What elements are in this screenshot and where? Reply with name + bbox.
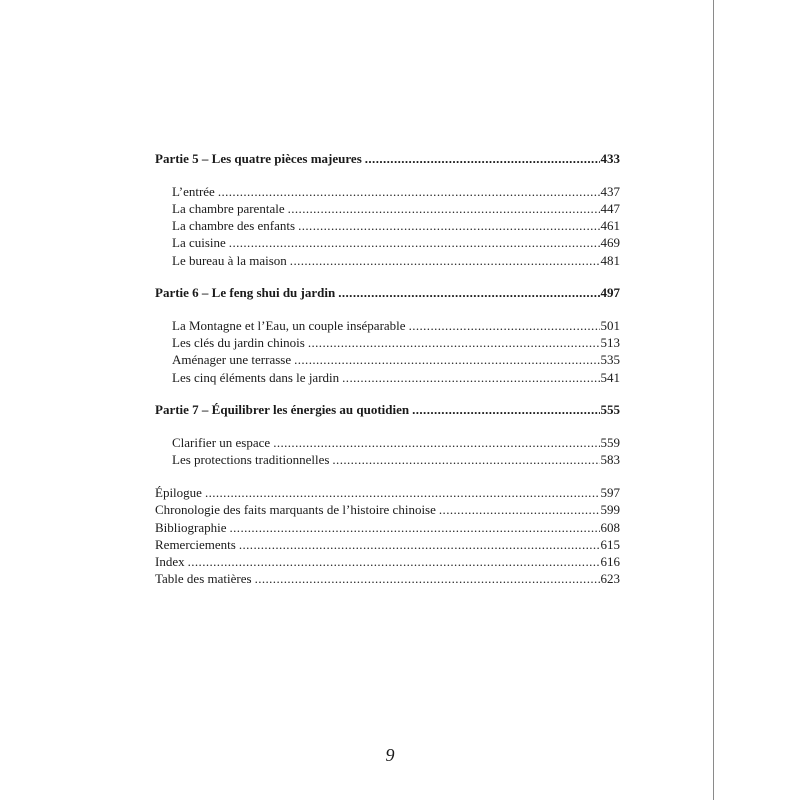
dot-leader [308, 334, 600, 351]
entry-page: 501 [600, 318, 620, 334]
toc-entry [155, 484, 620, 501]
entry-title: Les cinq éléments dans le jardin [172, 369, 340, 385]
dot-leader [290, 252, 600, 269]
entry-page: 437 [600, 183, 620, 199]
dot-leader [205, 484, 600, 501]
toc-entry [155, 183, 620, 200]
part-page: 497 [600, 285, 620, 301]
part-page: 555 [600, 402, 620, 418]
dot-leader [218, 183, 600, 200]
entry-title: Bibliographie [155, 519, 227, 535]
page-edge-line [713, 0, 714, 800]
dot-leader [365, 150, 600, 167]
toc-entry [155, 252, 620, 269]
entry-title: Index [155, 553, 185, 569]
entry-title: Table des matières [155, 571, 252, 587]
entry-title: La cuisine [172, 235, 226, 251]
dot-leader [273, 434, 599, 451]
entry-page: 469 [600, 235, 620, 251]
toc-entry [155, 234, 620, 251]
page-number: 9 [385, 745, 395, 765]
toc-part-6 [155, 284, 620, 301]
entry-title: La chambre parentale [172, 200, 285, 216]
entry-title: Les clés du jardin chinois [172, 335, 305, 351]
entry-page: 597 [600, 485, 620, 501]
entry-page: 461 [600, 218, 620, 234]
dot-leader [332, 451, 599, 468]
entry-page: 608 [600, 519, 620, 535]
toc-entry [155, 351, 620, 368]
part-page: 433 [600, 151, 620, 166]
toc-back-matter [155, 484, 620, 587]
dot-leader [294, 351, 599, 368]
toc-entry [155, 434, 620, 451]
entry-title: Clarifier un espace [172, 435, 271, 451]
dot-leader [229, 234, 600, 251]
toc-entry [155, 553, 620, 570]
toc-entry [155, 451, 620, 468]
toc-entry [155, 501, 620, 518]
toc-entry [155, 334, 620, 351]
entry-page: 447 [600, 200, 620, 216]
entry-title: Le bureau à la maison [172, 252, 287, 268]
entry-page: 599 [600, 502, 620, 518]
entry-page: 623 [600, 571, 620, 587]
toc-part-7 [155, 401, 620, 418]
entry-title: L’entrée [172, 183, 215, 199]
dot-leader [409, 317, 600, 334]
toc-entry [155, 200, 620, 217]
entry-page: 559 [600, 435, 620, 451]
dot-leader [188, 553, 600, 570]
toc-entry [155, 519, 620, 536]
entry-page: 481 [600, 252, 620, 268]
entry-page: 615 [600, 536, 620, 552]
entry-page: 535 [600, 352, 620, 368]
entry-title: Chronologie des faits marquants de l’histoire chinoise [155, 502, 436, 518]
dot-leader [288, 200, 600, 217]
toc-entry [155, 369, 620, 386]
entry-page: 583 [600, 452, 620, 468]
toc-part-5 [155, 150, 620, 167]
toc-entry [155, 317, 620, 334]
dot-leader [338, 284, 599, 301]
dot-leader [342, 369, 599, 386]
dot-leader [255, 570, 600, 587]
entry-title: La Montagne et l’Eau, un couple inséparable [172, 318, 406, 334]
entry-title: Remerciements [155, 536, 236, 552]
dot-leader [412, 401, 599, 418]
dot-leader [298, 217, 599, 234]
entry-page: 616 [600, 553, 620, 569]
entry-page: 513 [600, 335, 620, 351]
dot-leader [439, 501, 600, 518]
toc-entry [155, 570, 620, 587]
toc-part-7-chapters [155, 434, 620, 468]
entry-title: La chambre des enfants [172, 218, 296, 234]
toc-part-5-chapters [155, 183, 620, 269]
toc-entry [155, 217, 620, 234]
toc-part-6-chapters [155, 317, 620, 386]
dot-leader [239, 536, 600, 553]
part-title: Partie 6 – Le feng shui du jardin [155, 285, 336, 301]
table-of-contents [155, 150, 620, 587]
dot-leader [230, 519, 600, 536]
entry-title: Aménager une terrasse [172, 352, 292, 368]
toc-entry [155, 536, 620, 553]
entry-title: Les protections traditionnelles [172, 452, 330, 468]
part-title: Partie 5 – Les quatre pièces majeures [155, 151, 362, 166]
entry-page: 541 [600, 369, 620, 385]
entry-title: Épilogue [155, 485, 202, 501]
part-title: Partie 7 – Équilibrer les énergies au quotidien [155, 402, 410, 418]
